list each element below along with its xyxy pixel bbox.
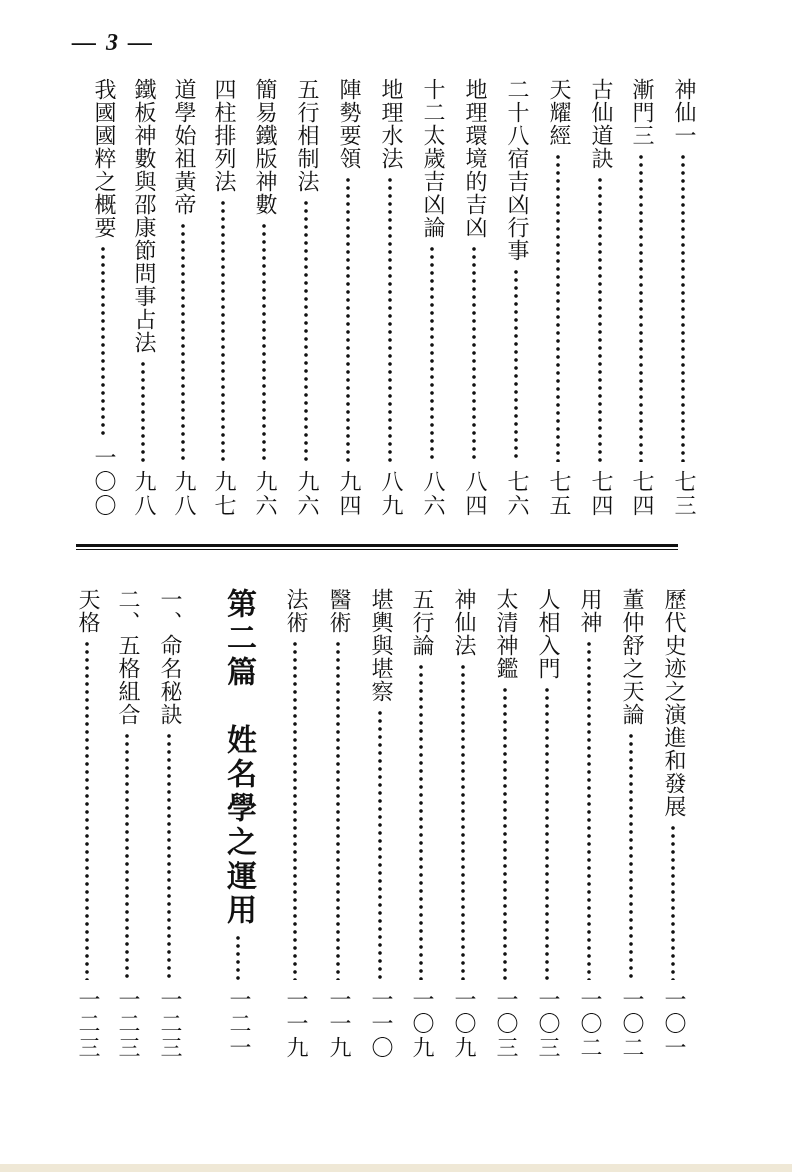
toc-entry-page: 一〇九 bbox=[409, 988, 434, 1060]
toc-entry-page: 九八 bbox=[171, 470, 196, 518]
toc-entry-title: 醫術 bbox=[326, 588, 351, 634]
toc-entry-page: 九四 bbox=[336, 470, 361, 518]
section-divider bbox=[76, 544, 678, 550]
chapter-title: 第二篇 姓名學之運用 bbox=[221, 588, 256, 928]
toc-entry-page: 九八 bbox=[131, 470, 156, 518]
toc-entry-page: 一二三 bbox=[115, 988, 140, 1060]
toc-entry[interactable] bbox=[152, 588, 186, 1060]
toc-entry-page: 一二三 bbox=[75, 988, 100, 1060]
toc-entry-page: 九六 bbox=[252, 470, 277, 518]
toc-entry-title: 董仲舒之天論 bbox=[619, 588, 644, 726]
toc-entry-title: 法術 bbox=[283, 588, 308, 634]
dot-leader bbox=[125, 732, 129, 980]
dot-leader bbox=[293, 640, 297, 980]
toc-entry[interactable] bbox=[373, 78, 407, 518]
toc-entry-title: 二、五格組合 bbox=[115, 588, 140, 726]
dot-leader bbox=[336, 640, 340, 980]
dot-leader bbox=[221, 199, 225, 462]
toc-entry[interactable] bbox=[583, 78, 617, 518]
toc-entry[interactable] bbox=[86, 78, 120, 518]
toc-entry-page: 一〇九 bbox=[451, 988, 476, 1060]
toc-entry-page: 七三 bbox=[671, 470, 696, 518]
toc-entry-page: 一〇二 bbox=[577, 988, 602, 1060]
dot-leader bbox=[472, 245, 476, 462]
toc-entry[interactable] bbox=[363, 588, 397, 1060]
dot-leader bbox=[181, 222, 185, 462]
toc-entry[interactable] bbox=[126, 78, 160, 518]
dot-leader bbox=[671, 824, 675, 980]
dot-leader bbox=[304, 199, 308, 462]
toc-entry[interactable] bbox=[247, 78, 281, 518]
toc-entry-page: 九七 bbox=[211, 470, 236, 518]
dot-leader bbox=[378, 709, 382, 980]
toc-entry-title: 古仙道訣 bbox=[588, 78, 613, 170]
page-number: — 3 — bbox=[72, 30, 154, 56]
toc-entry-page: 一二三 bbox=[157, 988, 182, 1060]
toc-entry[interactable] bbox=[321, 588, 355, 1060]
toc-entry-title: 地理水法 bbox=[378, 78, 403, 170]
toc-entry-page: 一〇三 bbox=[493, 988, 518, 1060]
toc-entry-page: 一一〇 bbox=[368, 988, 393, 1060]
toc-entry-page: 一〇三 bbox=[535, 988, 560, 1060]
toc-entry-title: 四柱排列法 bbox=[211, 78, 236, 193]
toc-entry-page: 一〇一 bbox=[661, 988, 686, 1060]
toc-entry-page: 七六 bbox=[504, 470, 529, 518]
toc-entry[interactable] bbox=[541, 78, 575, 518]
toc-entry[interactable] bbox=[415, 78, 449, 518]
toc-entry[interactable] bbox=[206, 78, 240, 518]
dot-leader bbox=[587, 640, 591, 980]
toc-entry-title: 神仙一 bbox=[671, 78, 696, 147]
dot-leader bbox=[461, 663, 465, 980]
dot-leader bbox=[419, 663, 423, 980]
toc-entry-page: 八六 bbox=[420, 470, 445, 518]
toc-section-bottom bbox=[70, 588, 710, 1060]
toc-entry-page: 九六 bbox=[294, 470, 319, 518]
toc-entry[interactable] bbox=[446, 588, 480, 1060]
toc-entry-title: 道學始祖黃帝 bbox=[171, 78, 196, 216]
toc-entry-title: 天耀經 bbox=[546, 78, 571, 147]
toc-entry-page: 一〇二 bbox=[619, 988, 644, 1060]
toc-entry[interactable] bbox=[110, 588, 144, 1060]
page-edge bbox=[0, 1164, 792, 1172]
toc-entry-title: 五行相制法 bbox=[294, 78, 319, 193]
toc-entry[interactable] bbox=[70, 588, 104, 1060]
dot-leader bbox=[388, 176, 392, 462]
toc-entry[interactable] bbox=[614, 588, 648, 1060]
toc-entry-title: 神仙法 bbox=[451, 588, 476, 657]
toc-entry-title: 二十八宿吉凶行事 bbox=[504, 78, 529, 262]
toc-section-top bbox=[70, 78, 710, 518]
toc-entry[interactable] bbox=[499, 78, 533, 518]
toc-entry[interactable] bbox=[278, 588, 312, 1060]
toc-entry-title: 一、命名秘訣 bbox=[157, 588, 182, 726]
toc-entry-title: 五行論 bbox=[409, 588, 434, 657]
toc-entry-title: 用神 bbox=[577, 588, 602, 634]
dot-leader bbox=[681, 153, 685, 462]
toc-entry-page: 七四 bbox=[629, 470, 654, 518]
toc-entry-title: 地理環境的吉凶 bbox=[462, 78, 487, 239]
toc-entry[interactable] bbox=[624, 78, 658, 518]
toc-entry-title: 歷代史迹之演進和發展 bbox=[661, 588, 686, 818]
toc-entry-page: 一一九 bbox=[326, 988, 351, 1060]
dot-leader bbox=[556, 153, 560, 462]
dot-leader bbox=[167, 732, 171, 980]
toc-entry[interactable] bbox=[289, 78, 323, 518]
toc-entry-title: 堪輿與堪察 bbox=[368, 588, 393, 703]
dot-leader bbox=[346, 176, 350, 462]
toc-entry[interactable] bbox=[666, 78, 700, 518]
toc-entry-title: 人相入門 bbox=[535, 588, 560, 680]
toc-entry-page: 七五 bbox=[546, 470, 571, 518]
toc-entry-page: 七四 bbox=[588, 470, 613, 518]
toc-entry-title: 太清神鑑 bbox=[493, 588, 518, 680]
toc-entry-title: 我國國粹之概要 bbox=[91, 78, 116, 239]
toc-entry-title: 天格 bbox=[75, 588, 100, 634]
toc-entry[interactable] bbox=[331, 78, 365, 518]
dot-leader bbox=[262, 222, 266, 462]
dot-leader bbox=[598, 176, 602, 462]
toc-entry[interactable] bbox=[166, 78, 200, 518]
toc-entry-page: 八四 bbox=[462, 470, 487, 518]
toc-entry-title: 漸門三 bbox=[629, 78, 654, 147]
toc-entry-page: 八九 bbox=[378, 470, 403, 518]
dot-leader bbox=[514, 268, 518, 462]
toc-entry[interactable] bbox=[572, 588, 606, 1060]
toc-entry-title: 陣勢要領 bbox=[336, 78, 361, 170]
toc-entry[interactable] bbox=[404, 588, 438, 1060]
dot-leader bbox=[85, 640, 89, 980]
toc-entry-page: 一一九 bbox=[283, 988, 308, 1060]
dot-leader bbox=[236, 934, 240, 980]
toc-entry-title: 十二太歲吉凶論 bbox=[420, 78, 445, 239]
toc-entry[interactable] bbox=[530, 588, 564, 1060]
dot-leader bbox=[141, 360, 145, 462]
toc-entry-title: 簡易鐵版神數 bbox=[252, 78, 277, 216]
toc-entry[interactable] bbox=[488, 588, 522, 1060]
toc-chapter-heading[interactable] bbox=[214, 588, 262, 1060]
dot-leader bbox=[545, 686, 549, 980]
toc-entry[interactable] bbox=[457, 78, 491, 518]
dot-leader bbox=[101, 245, 105, 438]
toc-entry[interactable] bbox=[656, 588, 690, 1060]
dot-leader bbox=[503, 686, 507, 980]
toc-entry-page: 一〇〇 bbox=[91, 446, 116, 518]
dot-leader bbox=[430, 245, 434, 462]
toc-entry-title: 鐵板神數與邵康節問事占法 bbox=[131, 78, 156, 354]
dot-leader bbox=[639, 153, 643, 462]
toc-entry-page: 一二一 bbox=[226, 988, 251, 1060]
dot-leader bbox=[629, 732, 633, 980]
